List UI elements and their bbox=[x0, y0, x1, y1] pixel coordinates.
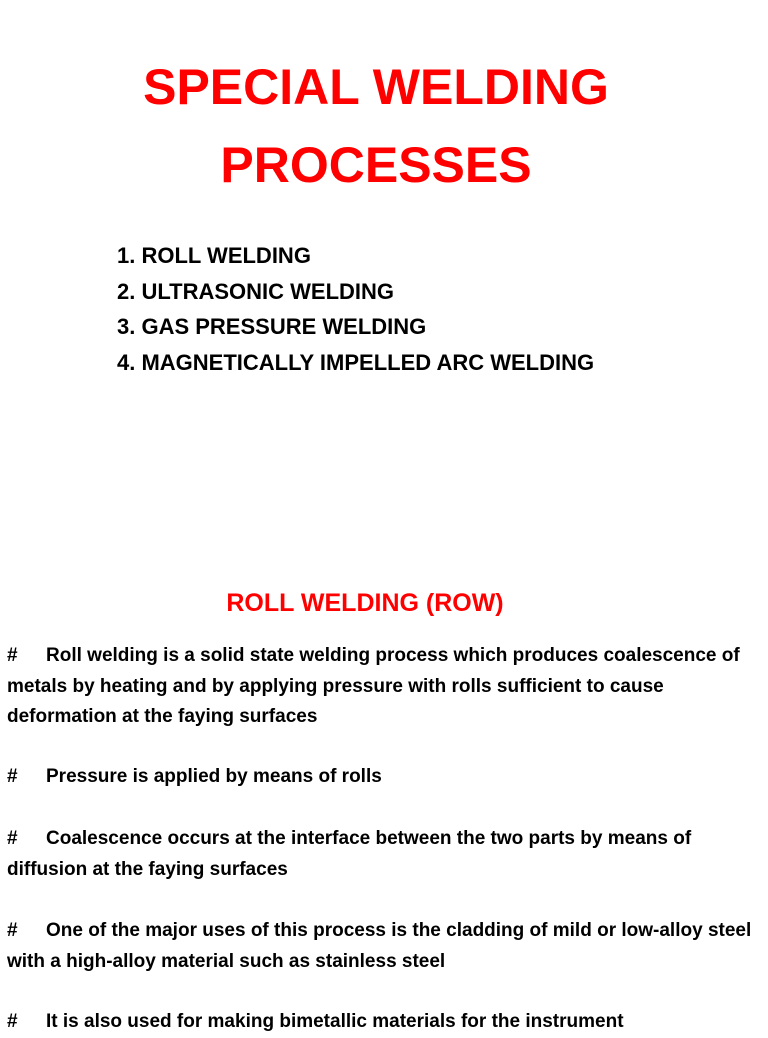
bullet-text: Coalescence occurs at the interface between the two parts by means of diffusion at the faying surfaces bbox=[7, 828, 692, 880]
process-list-item: 4. MAGNETICALLY IMPELLED ARC WELDING bbox=[117, 349, 595, 375]
bullet-text: It is also used for making bimetallic materials for the instrument bbox=[46, 1011, 624, 1032]
process-list-item: 1. ROLL WELDING bbox=[117, 243, 311, 268]
hash-bullet-icon: # bbox=[7, 828, 18, 849]
bullet-text: Pressure is applied by means of rolls bbox=[46, 766, 382, 787]
hash-bullet-icon: # bbox=[7, 920, 18, 941]
bullet-paragraph bbox=[7, 1007, 767, 1038]
process-list-item: 2. ULTRASONIC WELDING bbox=[117, 278, 395, 304]
bullet-text: Roll welding is a solid state welding process which produces coalescence of metals by heating and by applying pressure with rolls sufficient to cause deformation at the faying surfaces bbox=[7, 645, 740, 727]
bullet-paragraph bbox=[7, 916, 767, 977]
bullet-paragraph bbox=[7, 641, 767, 733]
page-title-line-2: PROCESSES bbox=[220, 137, 532, 193]
hash-bullet-icon: # bbox=[7, 766, 18, 787]
hash-bullet-icon: # bbox=[7, 645, 18, 666]
page-title-line-1: SPECIAL WELDING bbox=[143, 59, 609, 115]
process-list-item: 3. GAS PRESSURE WELDING bbox=[117, 314, 427, 339]
hash-bullet-icon: # bbox=[7, 1011, 18, 1032]
bullet-text: One of the major uses of this process is the cladding of mild or low-alloy steel with a high-alloy material such as stainless steel bbox=[7, 920, 752, 972]
bullet-paragraph bbox=[7, 824, 767, 885]
bullet-paragraph bbox=[7, 762, 767, 793]
process-list bbox=[117, 238, 594, 380]
page-title bbox=[0, 48, 752, 204]
section-heading: ROLL WELDING (ROW) bbox=[226, 589, 504, 617]
